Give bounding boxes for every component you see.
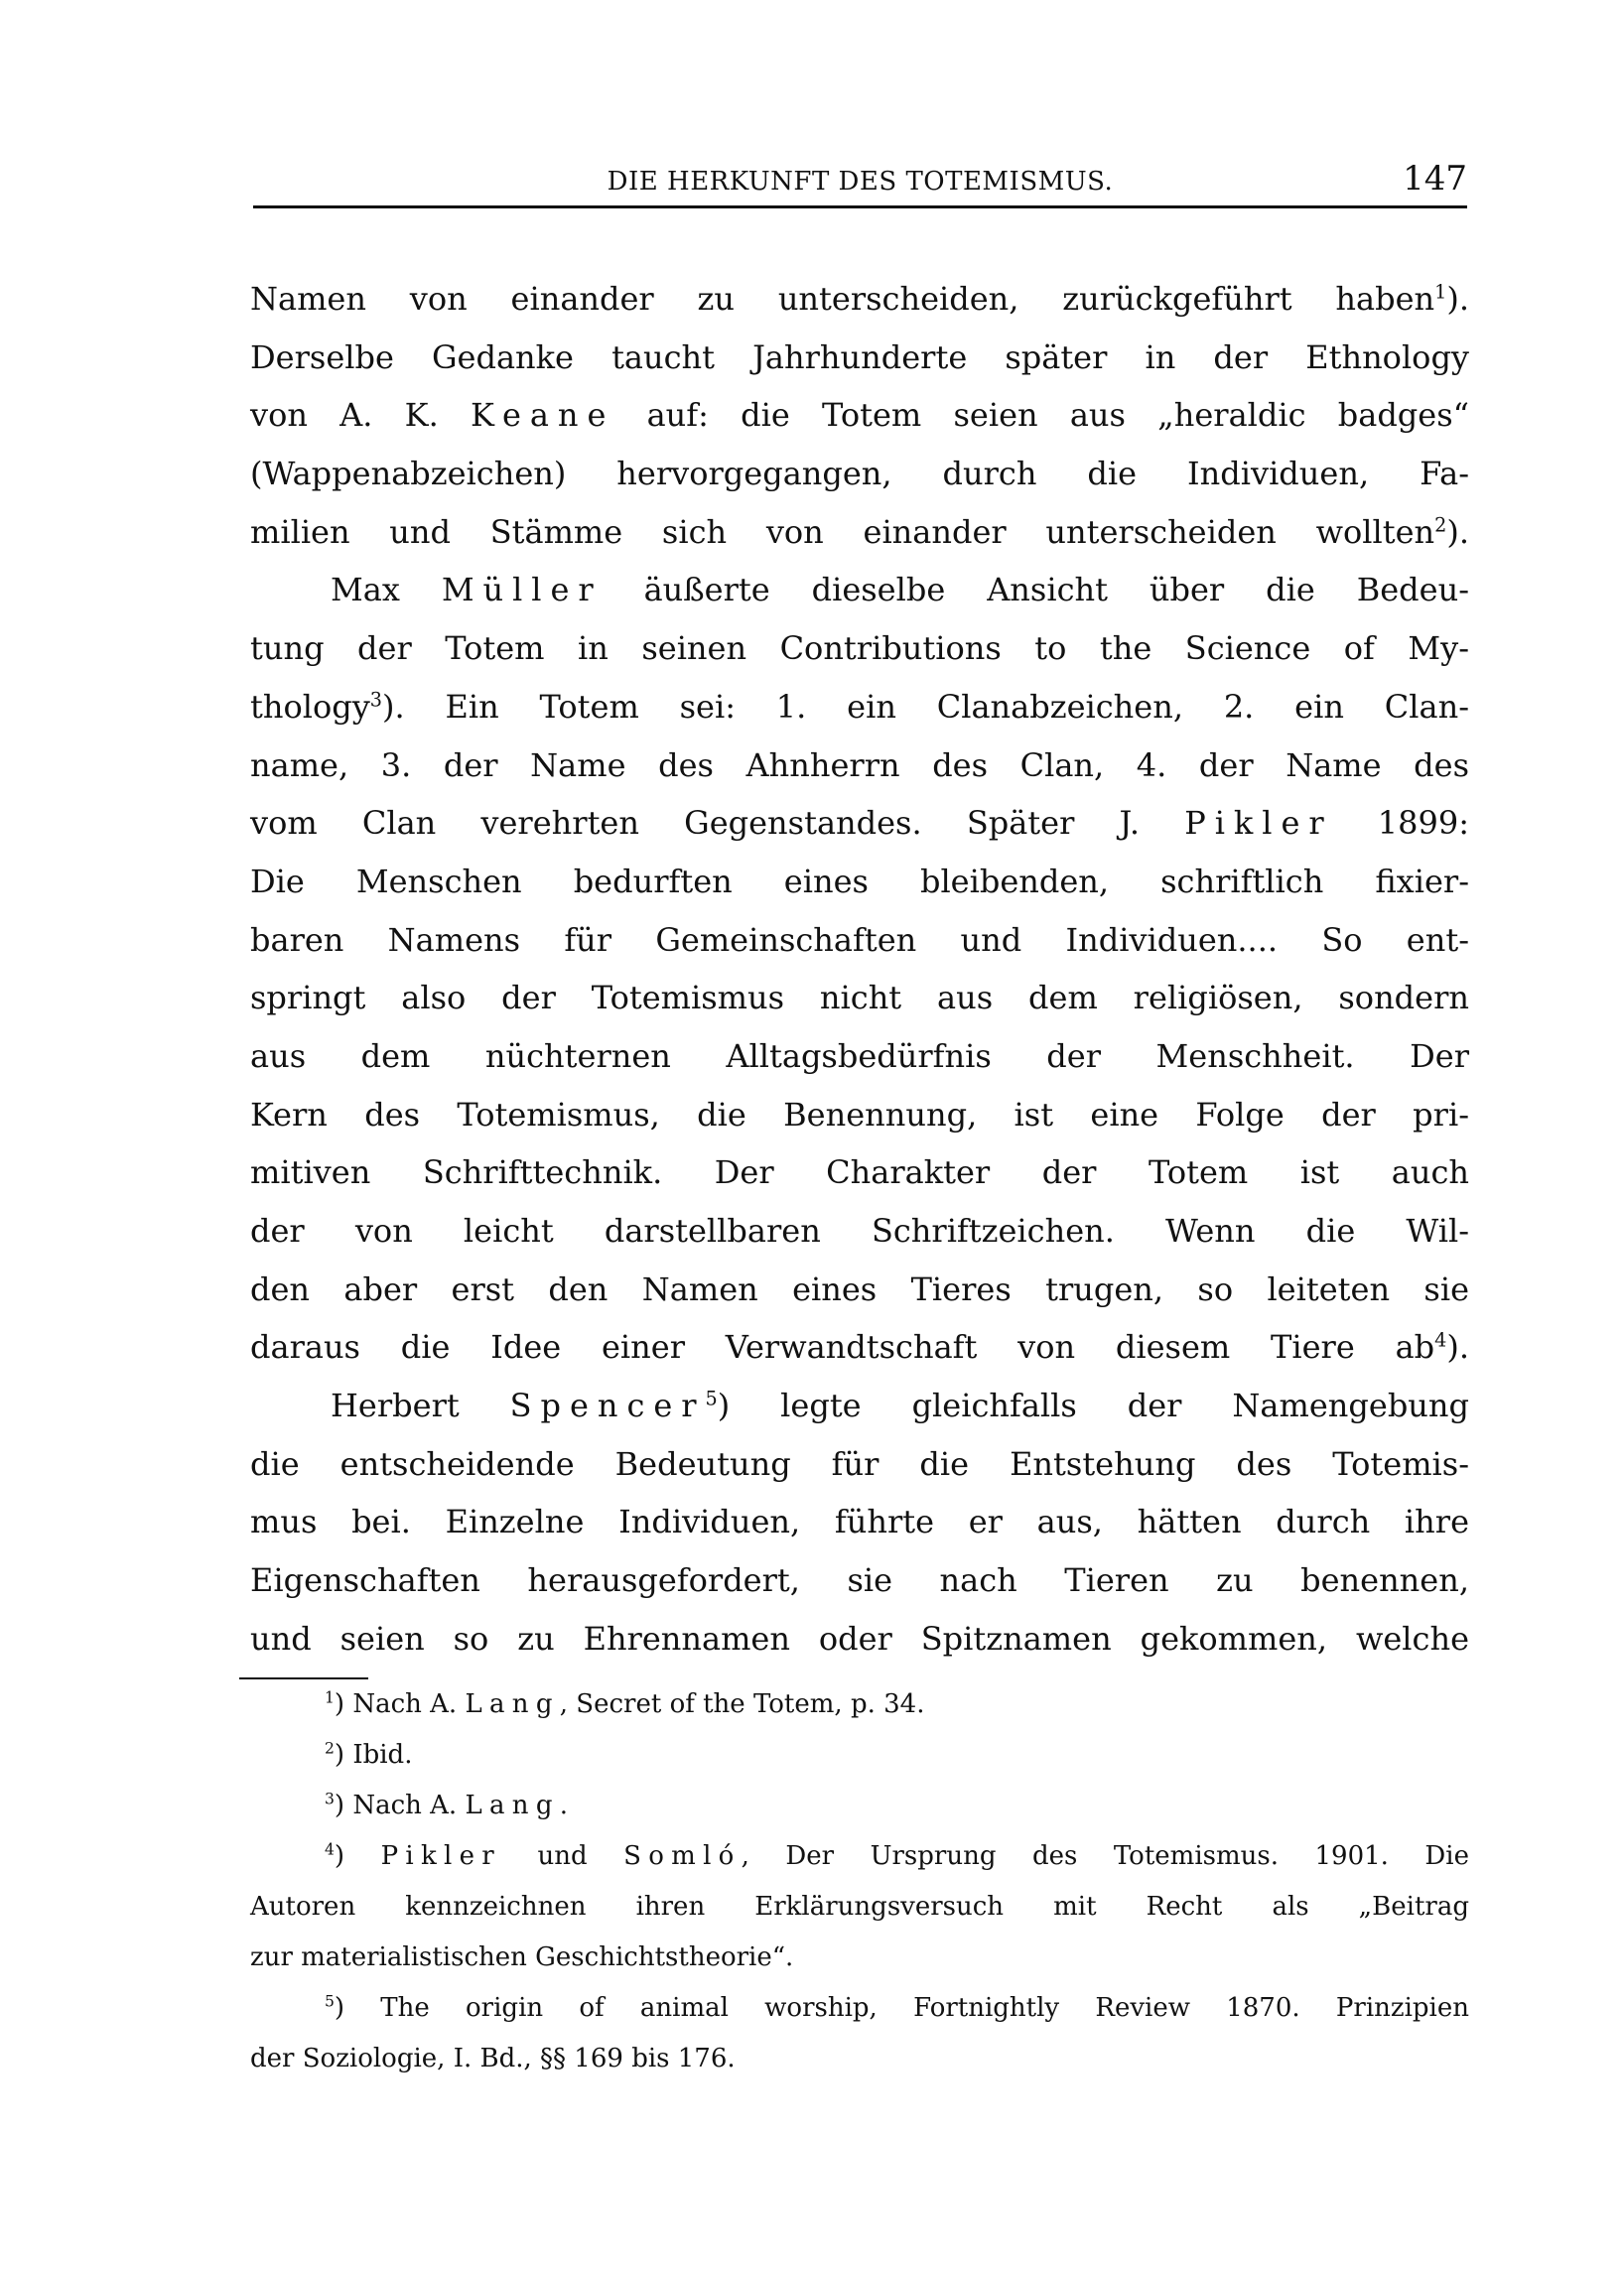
text-segment: und seien so zu Ehrennamen oder Spitznamen gekommen, welche: [250, 1619, 1469, 1658]
text-segment: der Soziologie, I. Bd., §§ 169 bis 176.: [250, 2044, 736, 2073]
spaced-name: Müller: [441, 571, 603, 609]
text-segment: (Wappenabzeichen) hervorgegangen, durch die Individuen, Fa-: [250, 455, 1469, 493]
text-segment: Eigenschaften herausgefordert, sie nach Tieren zu benennen,: [250, 1561, 1469, 1600]
text-segment: der von leicht darstellbaren Schriftzeichen. Wenn die Wil-: [250, 1212, 1469, 1250]
text-segment: und: [500, 1841, 624, 1871]
text-segment: ). Ein Totem sei: 1. ein Clanabzeichen, 2. ein Clan-: [382, 687, 1469, 726]
body-text: [250, 270, 1469, 1669]
footnote-marker: 2: [325, 1739, 335, 1758]
text-segment: mitiven Schrifttechnik. Der Charakter der Totem ist auch: [250, 1153, 1469, 1192]
text-segment: 1899:: [1332, 804, 1470, 843]
text-segment: ) Ibid.: [334, 1740, 413, 1770]
text-segment: den aber erst den Namen eines Tieres trugen, so leiteten sie: [250, 1269, 1469, 1308]
text-segment: name, 3. der Name des Ahnherrn des Clan, 4. der Name des: [250, 745, 1469, 784]
text-segment: ) Nach A.: [334, 1689, 466, 1719]
footnote-line: [250, 1933, 1469, 1983]
text-segment: auf: die Totem seien aus „heraldic badges“: [614, 396, 1470, 435]
spaced-name: Spencer: [509, 1387, 706, 1425]
text-segment: milien und Stämme sich von einander unterscheiden wollten: [250, 512, 1435, 551]
footnote-line: [250, 1831, 1469, 1882]
text-line: [250, 1318, 1469, 1377]
footnote-marker: 4: [1434, 1328, 1447, 1352]
text-line: [250, 1027, 1469, 1086]
page-number: 147: [1403, 159, 1467, 199]
text-segment: , Der Ursprung des Totemismus. 1901. Die: [741, 1841, 1469, 1871]
footnote-marker: 1: [1434, 280, 1447, 304]
text-segment: ) Nach A.: [334, 1791, 466, 1820]
text-segment: springt also der Totemismus nicht aus dem religiösen, sondern: [250, 979, 1469, 1017]
text-line: [250, 1202, 1469, 1261]
footnote-line: [250, 1983, 1469, 2034]
spaced-name: Somló: [623, 1841, 742, 1871]
text-line: [250, 1493, 1469, 1551]
footnote-marker: 5: [325, 1992, 335, 2011]
text-segment: Herbert: [331, 1387, 510, 1425]
text-segment: .: [559, 1791, 569, 1820]
text-line: [250, 969, 1469, 1027]
footnote-marker: 5: [705, 1387, 718, 1410]
footnote-line: [250, 1781, 1469, 1831]
text-line: [250, 445, 1469, 503]
text-line: [250, 911, 1469, 970]
text-segment: ): [334, 1841, 381, 1871]
text-segment: ) The origin of animal worship, Fortnightly Review 1870. Prinzipien: [334, 1993, 1469, 2023]
text-segment: tung der Totem in seinen Contributions to the Science of My-: [250, 629, 1469, 668]
text-segment: Namen von einander zu unterscheiden, zurückgeführt haben: [250, 280, 1435, 318]
text-segment: äußerte dieselbe Ansicht über die Bedeu-: [602, 571, 1469, 609]
text-segment: ).: [1446, 512, 1469, 551]
text-segment: daraus die Idee einer Verwandtschaft von diesem Tiere ab: [250, 1328, 1435, 1367]
text-line: [250, 1261, 1469, 1319]
text-segment: Max: [331, 571, 442, 609]
footnote-marker: 4: [325, 1840, 335, 1859]
text-segment: Kern des Totemismus, die Benennung, ist eine Folge der pri-: [250, 1095, 1469, 1134]
spaced-name: Keane: [470, 396, 615, 435]
footnote-marker: 2: [1434, 513, 1447, 537]
text-line: [250, 1143, 1469, 1202]
text-line: [250, 1377, 1469, 1435]
running-header: [253, 159, 1467, 202]
text-line: [250, 619, 1469, 678]
text-line: [250, 561, 1469, 619]
running-title: DIE HERKUNFT DES TOTEMISMUS.: [607, 167, 1114, 197]
text-line: [250, 736, 1469, 795]
text-segment: Die Menschen bedurften eines bleibenden, schriftlich fixier-: [250, 862, 1469, 900]
spaced-name: Pikler: [380, 1841, 501, 1871]
text-line: [250, 270, 1469, 329]
text-segment: zur materialistischen Geschichtstheorie“.: [250, 1942, 794, 1972]
footnotes: [250, 1679, 1469, 2084]
text-segment: thology: [250, 687, 370, 726]
spaced-name: Lang: [465, 1791, 560, 1820]
text-segment: die entscheidende Bedeutung für die Entstehung des Totemis-: [250, 1444, 1469, 1483]
spaced-name: Pikler: [1184, 804, 1333, 843]
footnote-line: [250, 1730, 1469, 1781]
text-segment: Derselbe Gedanke taucht Jahrhunderte später in der Ethnology: [250, 337, 1469, 376]
footnote-line: [250, 1679, 1469, 1730]
text-segment: ).: [1446, 280, 1469, 318]
text-line: [250, 794, 1469, 853]
text-segment: ).: [1446, 1328, 1469, 1367]
text-line: [250, 853, 1469, 911]
text-segment: von A. K.: [250, 396, 471, 435]
footnote-marker: 3: [325, 1790, 335, 1808]
text-line: [250, 1435, 1469, 1494]
text-line: [250, 1551, 1469, 1610]
text-line: [250, 329, 1469, 387]
footnote-line: [250, 2034, 1469, 2084]
text-segment: Autoren kennzeichnen ihren Erklärungsversuch mit Recht als „Beitrag: [250, 1892, 1469, 1922]
spaced-name: Lang: [465, 1689, 560, 1719]
header-rule: [253, 205, 1467, 208]
text-segment: , Secret of the Totem, p. 34.: [559, 1689, 925, 1719]
text-line: [250, 503, 1469, 562]
text-segment: aus dem nüchternen Alltagsbedürfnis der Menschheit. Der: [250, 1036, 1469, 1075]
text-segment: vom Clan verehrten Gegenstandes. Später J.: [250, 804, 1185, 843]
footnote-line: [250, 1882, 1469, 1933]
footnote-marker: 1: [325, 1688, 335, 1707]
text-segment: mus bei. Einzelne Individuen, führte er aus, hätten durch ihre: [250, 1503, 1469, 1541]
text-line: [250, 1086, 1469, 1144]
text-segment: baren Namens für Gemeinschaften und Individuen.... So ent-: [250, 920, 1469, 959]
text-line: [250, 386, 1469, 445]
text-segment: ) legte gleichfalls der Namengebung: [717, 1387, 1470, 1425]
footnote-marker: 3: [369, 688, 383, 712]
text-line: [250, 1610, 1469, 1669]
text-line: [250, 678, 1469, 736]
